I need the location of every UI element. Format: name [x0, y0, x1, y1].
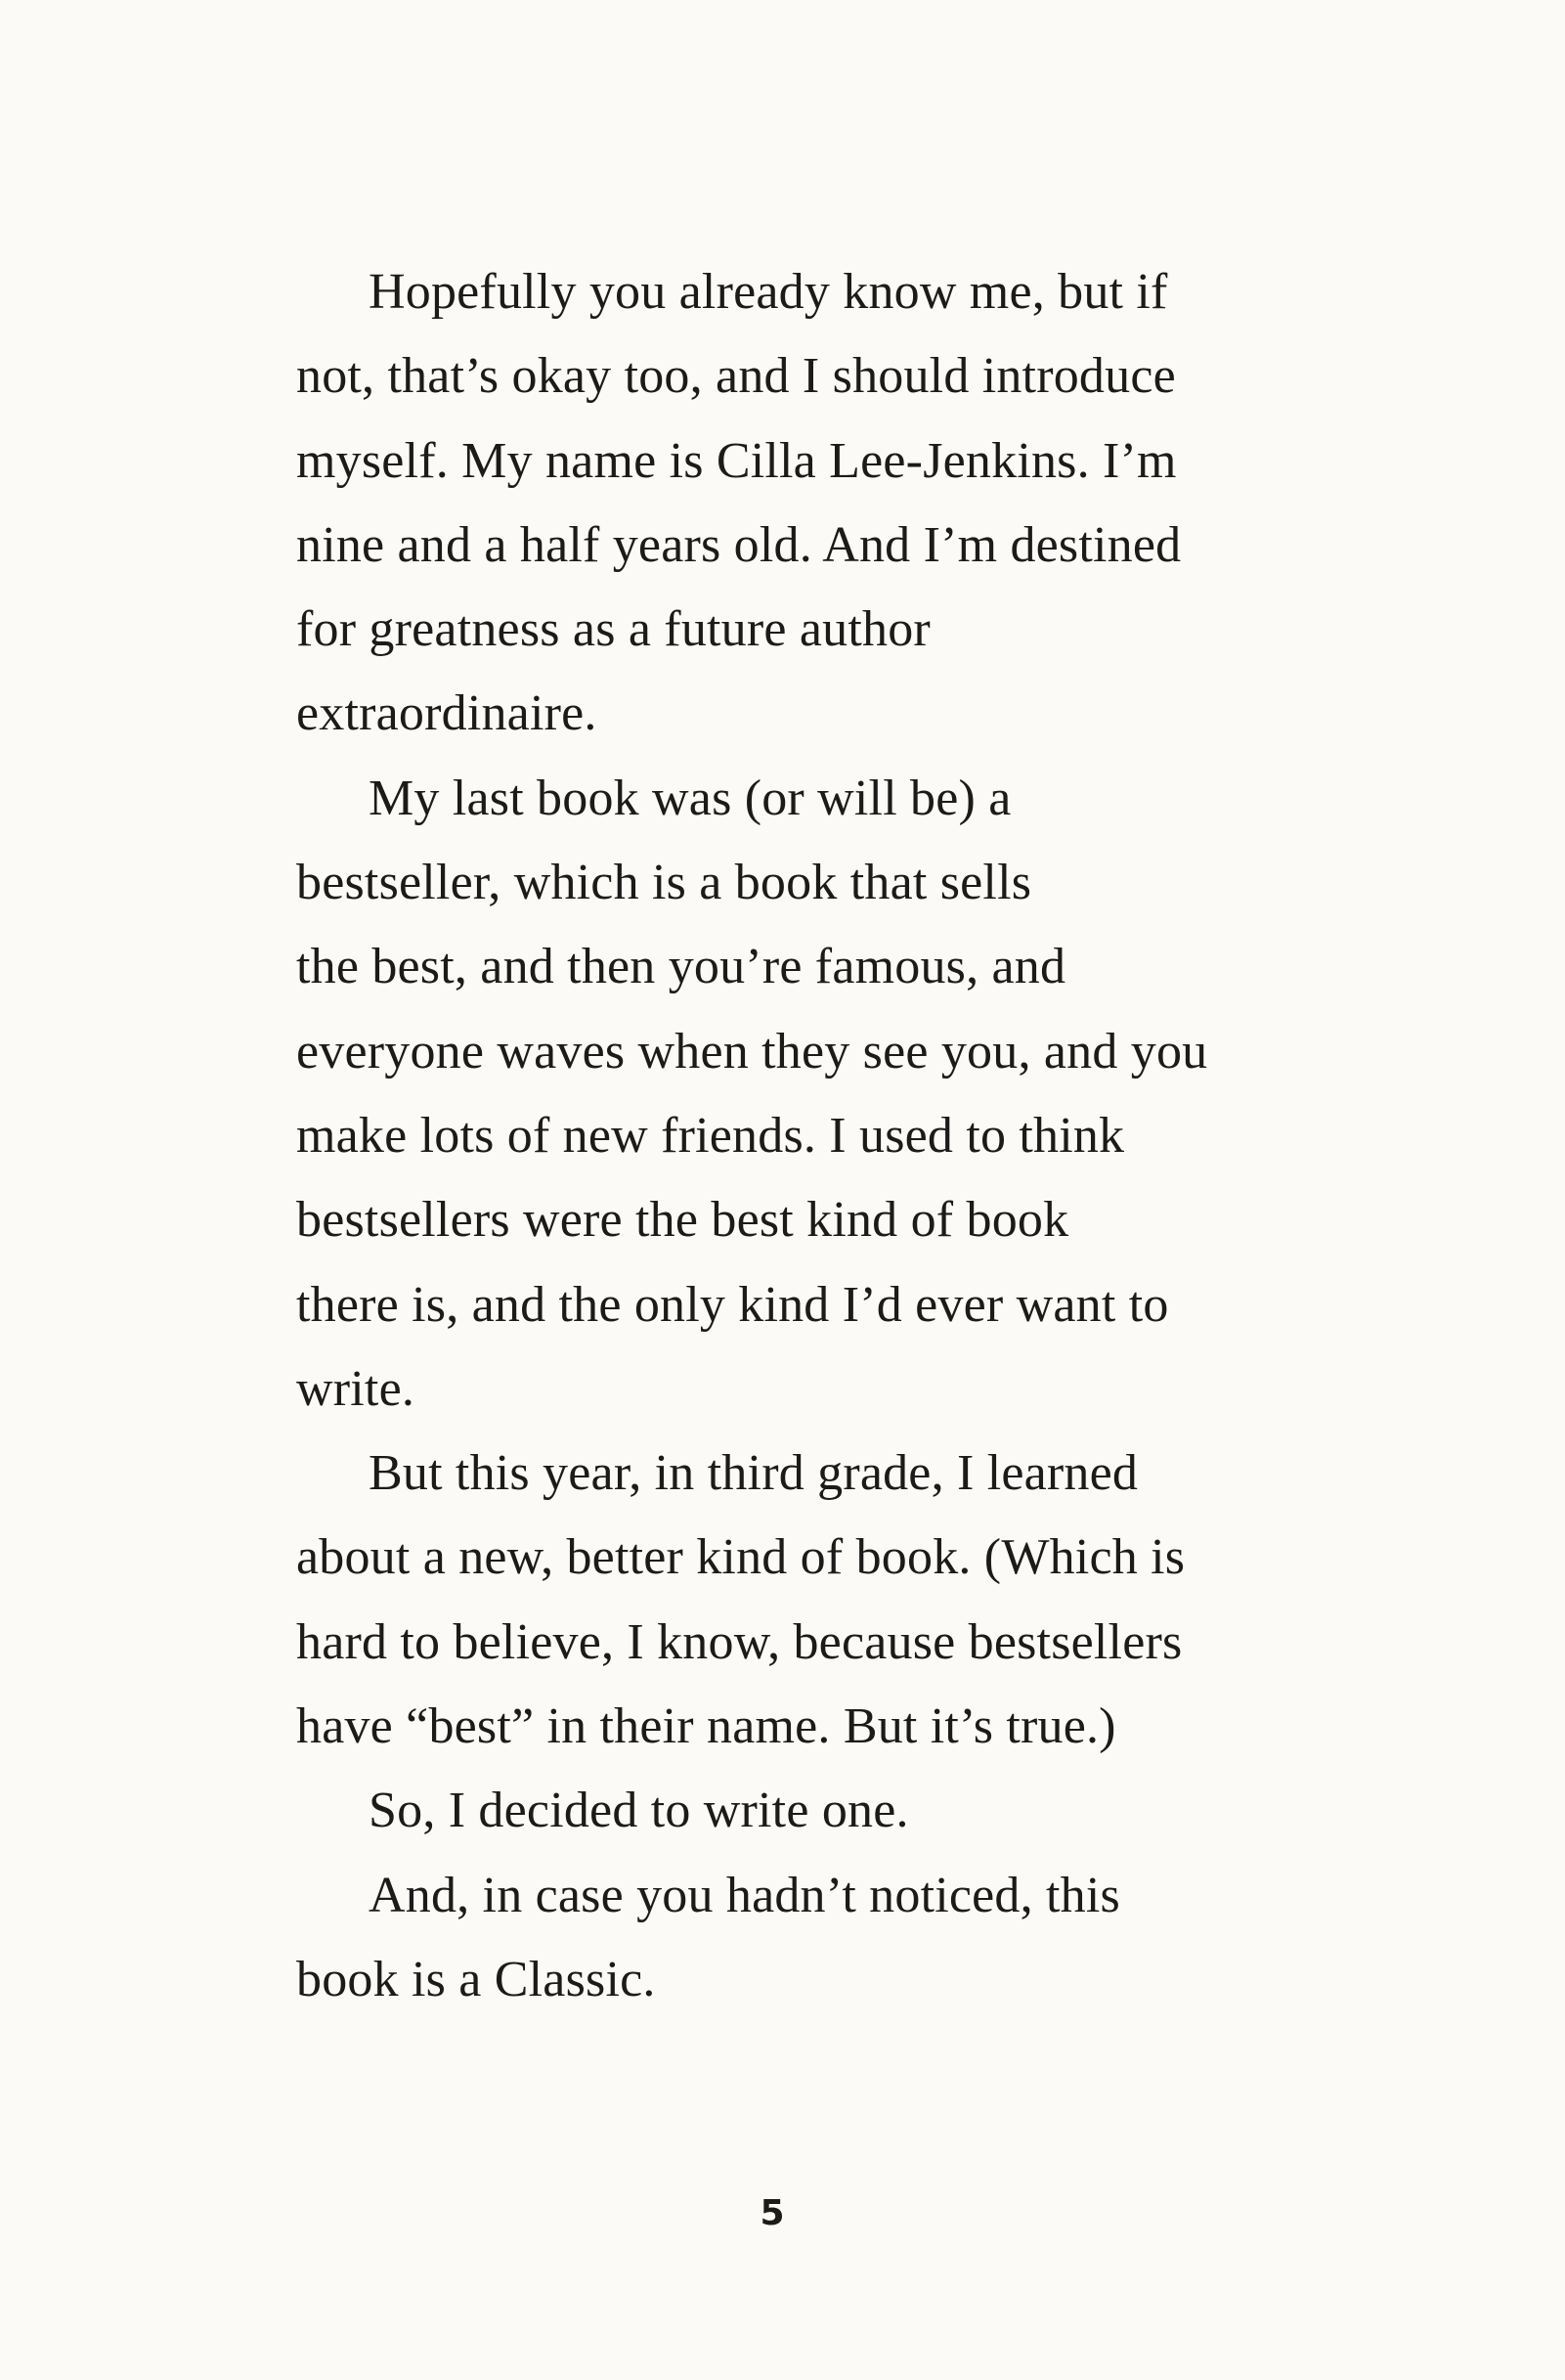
text-line: everyone waves when they see you, and you	[296, 1023, 1208, 1080]
paragraph	[296, 1854, 1274, 2023]
paragraph	[296, 1432, 1274, 1769]
text-line: bestsellers were the best kind of book	[296, 1192, 1069, 1249]
text-line: about a new, better kind of book. (Which is	[296, 1529, 1186, 1586]
paragraph	[296, 757, 1274, 1432]
text-line: myself. My name is Cilla Lee-Jenkins. I’m	[296, 432, 1177, 489]
text-line: Hopefully you already know me, but if	[369, 264, 1168, 320]
text-line: So, I decided to write one.	[369, 1783, 909, 1839]
text-line: the best, and then you’re famous, and	[296, 939, 1066, 995]
text-line: make lots of new friends. I used to think	[296, 1107, 1125, 1164]
text-line: have “best” in their name. But it’s true.)	[296, 1698, 1116, 1755]
text-line: for greatness as a future author	[296, 601, 931, 658]
text-line: hard to believe, I know, because bestsellers	[296, 1613, 1183, 1670]
paragraph	[296, 1769, 1274, 1853]
page-number: 5	[760, 2193, 785, 2233]
text-line: not, that’s okay too, and I should introduce	[296, 348, 1176, 405]
text-line: bestseller, which is a book that sells	[296, 855, 1032, 911]
text-line: nine and a half years old. And I’m destined	[296, 516, 1182, 573]
text-line: extraordinaire.	[296, 685, 597, 742]
paragraph	[296, 250, 1274, 757]
text-line: But this year, in third grade, I learned	[369, 1445, 1139, 1502]
text-line: book is a Classic.	[296, 1951, 656, 2007]
text-line: And, in case you hadn’t noticed, this	[369, 1867, 1120, 1923]
body-text	[296, 250, 1274, 2022]
text-line: there is, and the only kind I’d ever want to	[296, 1276, 1169, 1333]
text-line: write.	[296, 1360, 415, 1417]
text-line: My last book was (or will be) a	[369, 770, 1012, 826]
